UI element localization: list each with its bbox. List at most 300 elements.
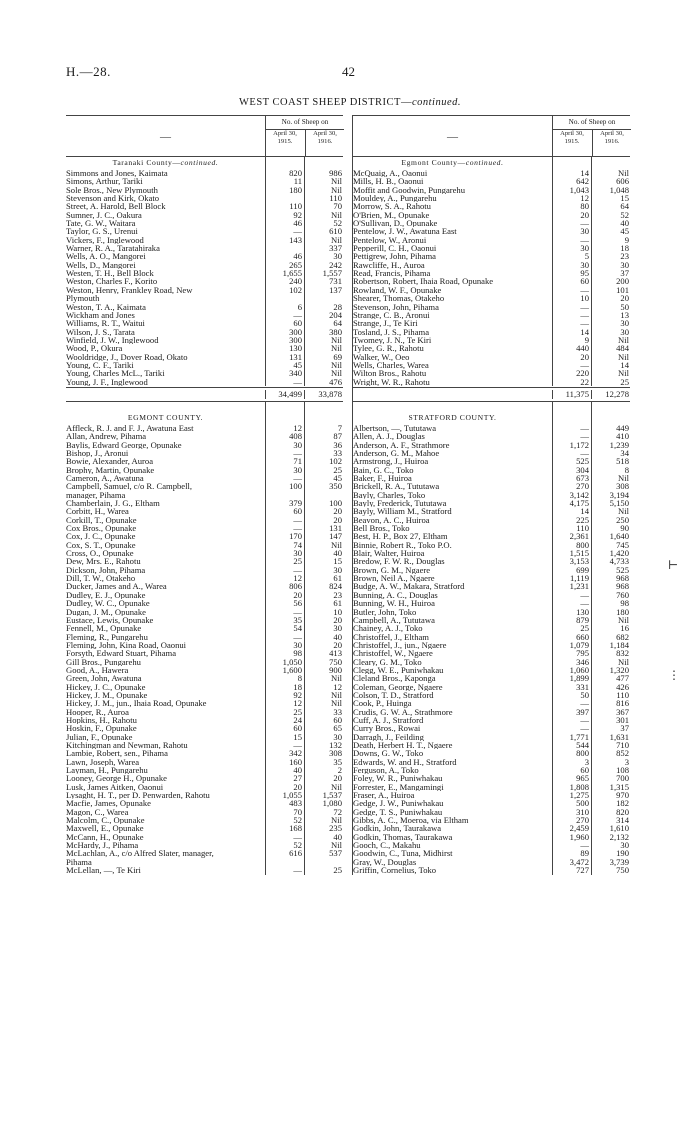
sheep-1916: 33 [304, 449, 344, 457]
sheep-1915: 56 [265, 599, 304, 607]
owner-name: Bunning, A. C., Douglas [353, 590, 438, 600]
owner-name: Cleary, G. M., Toko [353, 657, 422, 666]
table-row [66, 186, 343, 194]
sheep-1915: 3 [552, 758, 591, 766]
sheep-1915: 70 [265, 808, 304, 816]
sheep-1916: 98 [591, 599, 631, 607]
owner-name: O'Sullivan, D., Opunake [353, 219, 438, 228]
sheep-1916: Nil [304, 783, 344, 791]
sheep-1916: 852 [591, 749, 631, 757]
sheep-1916: Nil [304, 541, 344, 549]
sheep-1915: 20 [265, 591, 304, 599]
sheep-1915: — [265, 311, 304, 319]
owner-name: Crudis, G. W. A., Strathmore [353, 707, 453, 716]
sheep-1915: 1,808 [552, 783, 591, 791]
sheep-1916: 34 [591, 449, 631, 457]
sheep-1915: 60 [552, 766, 591, 774]
owner-name: Affleck, R. J. and F. J., Awatuna East [66, 423, 194, 433]
sheep-1915: 130 [552, 608, 591, 616]
owner-name: manager, Pihama [66, 490, 126, 500]
sheep-count-heading [552, 116, 631, 156]
sheep-1916: 15 [304, 557, 344, 565]
sheep-1915: 500 [552, 799, 591, 807]
sheep-1915: 60 [552, 277, 591, 285]
sheep-1916: 20 [304, 641, 344, 649]
owner-name: Moffit and Goodwin, Pungarehu [353, 185, 466, 195]
owner-name: Gedge, T. S., Puniwhakau [353, 807, 443, 817]
sheep-1916: 476 [304, 378, 344, 386]
sheep-1916: 60 [304, 716, 344, 724]
owner-name: Corkill, T., Opunake [66, 515, 137, 525]
sheep-1915: 46 [265, 252, 304, 260]
total-1915: 11,375 [552, 390, 591, 399]
sheep-1916: 750 [591, 866, 631, 874]
sheep-1916: 23 [591, 252, 631, 260]
sheep-1916: 30 [304, 624, 344, 632]
sheep-1916: 7 [304, 424, 344, 432]
sheep-1916: Nil [304, 841, 344, 849]
sheep-1916: 301 [591, 716, 631, 724]
owner-name: Good, A., Hawera [66, 665, 129, 675]
sheep-1915: 3,472 [552, 858, 591, 866]
sheep-1916: 308 [304, 749, 344, 757]
sheep-1916: 986 [304, 169, 344, 177]
sheep-1915: 2,459 [552, 824, 591, 832]
owner-name: Warner, R. A., Taratahiraka [66, 244, 160, 253]
sheep-1915: 20 [552, 353, 591, 361]
sheep-1915: 40 [265, 766, 304, 774]
sheep-1916: 350 [304, 482, 344, 490]
owner-name: Ferguson, A., Toko [353, 766, 419, 775]
sheep-1916: 8 [591, 466, 631, 474]
sheep-1915: 30 [552, 227, 591, 235]
owner-name: McCann, H., Opunake [66, 832, 144, 842]
owner-name: Tate, G. W., Waitara [66, 219, 136, 228]
owner-name: Tylee, G. R., Rahotu [353, 344, 424, 353]
owner-name: Baylis, Edward George, Opunake [66, 440, 182, 449]
sheep-1916: 367 [591, 708, 631, 716]
sheep-1916: Nil [304, 177, 344, 185]
owner-name: Stevenson and Kirk, Okato [66, 194, 160, 203]
sheep-1915: — [265, 833, 304, 841]
sheep-1916: 10 [304, 608, 344, 616]
sheep-1915: 35 [265, 616, 304, 624]
owner-name: Bain, G. C., Toko [353, 465, 414, 474]
sheep-1915: 1,050 [265, 658, 304, 666]
owner-name: Wells, A. O., Mangorei [66, 252, 146, 261]
owner-name: Kitchingman and Newman, Rahotu [66, 741, 188, 750]
owner-name: Young, J. F., Inglewood [66, 377, 148, 386]
owner-name: Gooch, C., Makahu [353, 841, 421, 850]
egmont-continued-rows [353, 169, 630, 386]
sheep-1915: 800 [552, 749, 591, 757]
owner-name: O'Brien, M., Opunake [353, 210, 430, 220]
owner-name: Fennell, M., Opunake [66, 624, 142, 633]
owner-name: Armstrong, J., Huiroa [353, 457, 429, 466]
sheep-1915: 525 [552, 457, 591, 465]
section-title: Egmont County— [401, 158, 466, 167]
sheep-1915: 60 [265, 319, 304, 327]
owner-name: Bell Bros., Toko [353, 524, 410, 533]
sheep-1915: 74 [265, 541, 304, 549]
sheep-1915: — [265, 608, 304, 616]
sheep-1915: 240 [265, 277, 304, 285]
sheep-count-label: No. of Sheep on [553, 116, 631, 130]
owner-name: Griffin, Cornelius, Toko [353, 866, 437, 875]
owner-name: Darragh, J., Feilding [353, 732, 424, 741]
owner-name: Baker, F., Huiroa [353, 474, 412, 483]
sheep-1915: 14 [552, 507, 591, 515]
owner-name: Weston, Charles F., Korito [66, 277, 158, 286]
right-column [352, 115, 630, 875]
sheep-1915: 346 [552, 658, 591, 666]
owner-name: Cox, J. C., Opunake [66, 532, 136, 541]
table-row [353, 866, 630, 874]
owner-name: Malcolm, C., Opunake [66, 816, 145, 825]
owner-name: McLellan, —, Te Kiri [66, 866, 141, 875]
owner-name: Fraser, A., Huiroa [353, 791, 415, 800]
owner-name: Strange, J., Te Kiri [353, 319, 418, 328]
sheep-1915: 806 [265, 582, 304, 590]
owner-name: Vickers, F., Inglewood [66, 235, 144, 245]
owner-name: Forrester, E., Mangamingi [353, 782, 444, 792]
sheep-1915: 10 [552, 294, 591, 302]
owner-name: Stevenson, John, Pihama [353, 302, 439, 311]
sheep-1915: — [552, 449, 591, 457]
owner-name: Cuff, A. J., Stratford [353, 715, 424, 725]
sheep-1916: 1,537 [304, 791, 344, 799]
sheep-1915: 408 [265, 432, 304, 440]
page-title [0, 97, 700, 108]
sheep-1916: 832 [591, 649, 631, 657]
sheep-1915: 12 [265, 424, 304, 432]
sheep-1915: 1,172 [552, 441, 591, 449]
sheep-1915: 180 [265, 186, 304, 194]
left-column [66, 115, 343, 875]
margin-mark: ⋮ [668, 668, 680, 682]
sheep-1916: 525 [591, 566, 631, 574]
sheep-1915: — [265, 449, 304, 457]
sheep-1916: 33 [304, 708, 344, 716]
owner-name: Wright, W. R., Rahotu [353, 377, 430, 386]
owner-name: Godkin, John, Taurakawa [353, 824, 442, 833]
sheep-1915: 110 [265, 202, 304, 210]
owner-name: Cameron, A., Awatuna [66, 474, 144, 483]
sheep-1915: 30 [265, 549, 304, 557]
sheep-1916: 72 [304, 808, 344, 816]
sheep-1916: Nil [591, 369, 631, 377]
owner-name: McHardy, J., Pihama [66, 841, 139, 850]
sheep-1915: 25 [265, 557, 304, 565]
sheep-1915: — [265, 227, 304, 235]
sheep-1915: 54 [265, 624, 304, 632]
sheep-1915: 95 [552, 269, 591, 277]
owner-name: Read, Francis, Pihama [353, 269, 431, 278]
owner-name: Fleming, John, Kina Road, Oaonui [66, 640, 187, 650]
owner-name: Strange, C. B., Aronui [353, 310, 430, 320]
sheep-1916: 36 [304, 441, 344, 449]
sheep-1915: 6 [265, 303, 304, 311]
sheep-1916: 426 [591, 683, 631, 691]
sheep-1916: 137 [304, 286, 344, 294]
sheep-1916: 110 [591, 691, 631, 699]
right-column-header [353, 115, 630, 157]
owner-name: Blair, Walter, Huiroa [353, 549, 425, 558]
sheep-1916: 12 [304, 683, 344, 691]
sheep-1916: 25 [304, 466, 344, 474]
sheep-1916: 242 [304, 261, 344, 269]
owner-name: Forsyth, Edward Stuart, Pihama [66, 649, 177, 658]
sheep-1916: 413 [304, 649, 344, 657]
sheep-1915: — [552, 319, 591, 327]
year-1916-heading: April 30, 1916. [305, 130, 344, 156]
owner-name: Hoskin, F., Opunake [66, 724, 137, 733]
sheep-1915: 20 [265, 783, 304, 791]
title-main: WEST COAST SHEEP DISTRICT— [239, 97, 412, 108]
sheep-1916: 750 [304, 658, 344, 666]
sheep-1916: 110 [304, 194, 344, 202]
sheep-1916: 100 [304, 499, 344, 507]
year-1916-heading: April 30, 1916. [592, 130, 631, 156]
sheep-1916: Nil [304, 186, 344, 194]
owner-name: Wilson, J. S., Tarata [66, 327, 135, 336]
sheep-1916: Nil [591, 169, 631, 177]
owner-name: Allen, A. J., Douglas [353, 432, 425, 441]
sheep-count-heading [265, 116, 344, 156]
total-1915: 34,499 [265, 390, 304, 399]
sheep-1915: 270 [552, 482, 591, 490]
sheep-1916: 518 [591, 457, 631, 465]
sheep-1915: — [552, 219, 591, 227]
owner-name: Gill Bros., Pungarehu [66, 657, 141, 666]
table-row [66, 482, 343, 490]
sheep-1916: 131 [304, 524, 344, 532]
sheep-1916: 30 [304, 733, 344, 741]
owner-name: Wickham and Jones [66, 310, 135, 320]
sheep-1916: 9 [591, 236, 631, 244]
sheep-1915: 1,275 [552, 791, 591, 799]
owner-name: Bayly, William M., Stratford [353, 507, 452, 516]
sheep-1916: 61 [304, 574, 344, 582]
owner-name: Bishop, J., Aronui [66, 448, 129, 458]
sheep-1916: 190 [591, 849, 631, 857]
owner-name: Mills, H. B., Oaonui [353, 177, 424, 186]
sheep-1916: 1,631 [591, 733, 631, 741]
owner-name: Julian, F., Opunake [66, 732, 133, 741]
owner-name: Hickey, J. C., Opunake [66, 682, 146, 691]
sheep-1916: 1,315 [591, 783, 631, 791]
owner-name: Lambie, Robert, sen., Pihama [66, 749, 168, 758]
sheep-1916: 314 [591, 816, 631, 824]
owner-name: Weston, Henry, Frankley Road, New [66, 285, 193, 295]
sheep-1916: 1,184 [591, 641, 631, 649]
sheep-1916: 28 [304, 303, 344, 311]
sheep-1915: 300 [265, 336, 304, 344]
sheep-1916: 90 [591, 524, 631, 532]
owner-name: Chamberlain, J. G., Eltham [66, 499, 160, 508]
owner-name: Dickson, John, Pihama [66, 565, 146, 575]
section-continued: continued. [465, 158, 504, 167]
sheep-1916: 200 [591, 277, 631, 285]
sheep-1916: 537 [304, 849, 344, 857]
sheep-1915: 11 [265, 177, 304, 185]
sheep-1915: 30 [265, 466, 304, 474]
sheep-1916: 40 [304, 633, 344, 641]
table-row [66, 378, 343, 386]
name-column-heading: — [160, 131, 171, 143]
owner-name: Rawcliffe, H., Auroa [353, 260, 425, 270]
table-row [66, 286, 343, 294]
owner-name: Hickey, J. M., jun., Ihaia Road, Opunake [66, 699, 207, 708]
sheep-1916: 900 [304, 666, 344, 674]
sheep-1915: — [265, 524, 304, 532]
owner-name: Budge, A. W., Makara, Stratford [353, 582, 465, 591]
sheep-1915: 304 [552, 466, 591, 474]
sheep-1915: — [552, 699, 591, 707]
sheep-1916: 968 [591, 582, 631, 590]
left-column-header [66, 115, 343, 157]
sheep-1916: 3 [591, 758, 631, 766]
owner-name: Pihama [66, 857, 92, 867]
sheep-1915: 15 [265, 733, 304, 741]
sheep-1916: 610 [304, 227, 344, 235]
sheep-1915: 71 [265, 457, 304, 465]
sheep-1916: 182 [591, 799, 631, 807]
sheep-1915: 12 [265, 699, 304, 707]
owner-name: Christoffel, J., jun., Ngaere [353, 640, 447, 650]
owner-name: Dudley, E. J., Opunake [66, 590, 146, 600]
sheep-1915: 699 [552, 566, 591, 574]
sheep-1916: 25 [591, 378, 631, 386]
owner-name: Cox Bros., Opunake [66, 524, 137, 533]
sheep-1916: 18 [591, 244, 631, 252]
sheep-1915: 310 [552, 808, 591, 816]
sheep-1916: 40 [591, 219, 631, 227]
sheep-1916: 30 [591, 319, 631, 327]
sheep-1916: 410 [591, 432, 631, 440]
owner-name: Binnie, Robert R., Toko P.O. [353, 540, 452, 550]
sheep-1915: 9 [552, 336, 591, 344]
owner-name: Butler, John, Toko [353, 607, 417, 616]
sheep-1915: 1,079 [552, 641, 591, 649]
sheep-1915: 1,043 [552, 186, 591, 194]
sheep-1915: 1,771 [552, 733, 591, 741]
sheep-1916: 760 [591, 591, 631, 599]
sheep-1916: 13 [591, 311, 631, 319]
sheep-1916: 484 [591, 344, 631, 352]
sheep-1915: 170 [265, 532, 304, 540]
owner-name: Curry Bros., Rowai [353, 724, 421, 733]
owner-name: Christoffel, W., Ngaere [353, 649, 433, 658]
sheep-1915: 25 [552, 624, 591, 632]
section-title: EGMONT COUNTY. [127, 412, 204, 422]
sheep-1915: 24 [265, 716, 304, 724]
sheep-1916: 108 [591, 766, 631, 774]
sheep-1915: 80 [552, 202, 591, 210]
sheep-1915: 92 [265, 211, 304, 219]
owner-name: Gray, W., Douglas [353, 857, 417, 867]
sheep-1915: 642 [552, 177, 591, 185]
sheep-1915: 1,515 [552, 549, 591, 557]
owner-name: McQuaig, A., Oaonui [353, 169, 428, 178]
sheep-1915: — [552, 236, 591, 244]
owner-name: Ducker, James and A., Warea [66, 582, 167, 591]
owner-name: Edwards, W. and H., Stratford [353, 757, 457, 767]
sheep-1915: 225 [552, 516, 591, 524]
owner-name: Sumner, J. C., Oakura [66, 210, 142, 220]
sheep-1916: 816 [591, 699, 631, 707]
sheep-1916: 45 [304, 474, 344, 482]
owner-name: Pentelow, J. W., Awatuna East [353, 227, 457, 236]
sheep-1915: 12 [552, 194, 591, 202]
sheep-1916: 45 [591, 227, 631, 235]
owner-name: Downs, G. W., Toko [353, 749, 424, 758]
owner-name: Campbell, Samuel, c/o R. Campbell, [66, 482, 193, 491]
sheep-1916: 35 [304, 758, 344, 766]
owner-name: Rowland, W. F., Opunake [353, 285, 442, 295]
sheep-1916: 2 [304, 766, 344, 774]
sheep-1916: 308 [591, 482, 631, 490]
sheep-1916: 606 [591, 177, 631, 185]
sheep-1915: — [552, 591, 591, 599]
sheep-1915: 1,231 [552, 582, 591, 590]
sheep-1915: 12 [265, 574, 304, 582]
owner-name: Simmons and Jones, Kaimata [66, 169, 168, 178]
owner-name: Winfield, J. W., Inglewood [66, 335, 159, 345]
sheep-1916: 477 [591, 674, 631, 682]
sheep-1915: 92 [265, 691, 304, 699]
sheep-1916: 64 [591, 202, 631, 210]
section-title: STRATFORD COUNTY. [408, 412, 497, 422]
sheep-1916: Nil [304, 699, 344, 707]
sheep-1915: — [552, 841, 591, 849]
sheep-1916: 20 [304, 616, 344, 624]
owner-name: Bayly, Charles, Toko [353, 490, 426, 500]
owner-name: Shearer, Thomas, Otakeho [353, 294, 445, 303]
sheep-1916: 40 [304, 549, 344, 557]
sheep-1916: Nil [591, 658, 631, 666]
owner-name: Robertson, Robert, Ihaia Road, Opunake [353, 277, 494, 286]
sheep-1915: 879 [552, 616, 591, 624]
sheep-1915: 379 [265, 499, 304, 507]
sheep-1915: 795 [552, 649, 591, 657]
sheep-1915: 820 [265, 169, 304, 177]
sheep-1915: 270 [552, 816, 591, 824]
page-code: H.—28. [66, 64, 111, 79]
sheep-1915: 3,142 [552, 491, 591, 499]
sheep-1916: 132 [304, 741, 344, 749]
sheep-1916: 3,194 [591, 491, 631, 499]
sheep-1916: 1,048 [591, 186, 631, 194]
sheep-1915: 100 [265, 482, 304, 490]
owner-name: Corbitt, H., Warea [66, 507, 129, 516]
owner-name: Dew, Mrs. E., Rahotu [66, 557, 141, 566]
sheep-1915: 143 [265, 236, 304, 244]
owner-name: Sole Bros., New Plymouth [66, 185, 158, 195]
owner-name: Beavon, A. C., Huiroa [353, 515, 430, 525]
sheep-1916: 745 [591, 541, 631, 549]
sheep-1915: 30 [265, 441, 304, 449]
sheep-1916: 50 [591, 303, 631, 311]
egmont-rows [66, 424, 343, 875]
sheep-1916: 820 [591, 808, 631, 816]
sheep-1916: 64 [304, 319, 344, 327]
sheep-1916: 69 [304, 353, 344, 361]
sheep-1915: 483 [265, 799, 304, 807]
sheep-1916: 20 [591, 294, 631, 302]
owner-name: Gedge, J. W., Puniwhakau [353, 799, 444, 808]
sheep-1915: 110 [552, 524, 591, 532]
